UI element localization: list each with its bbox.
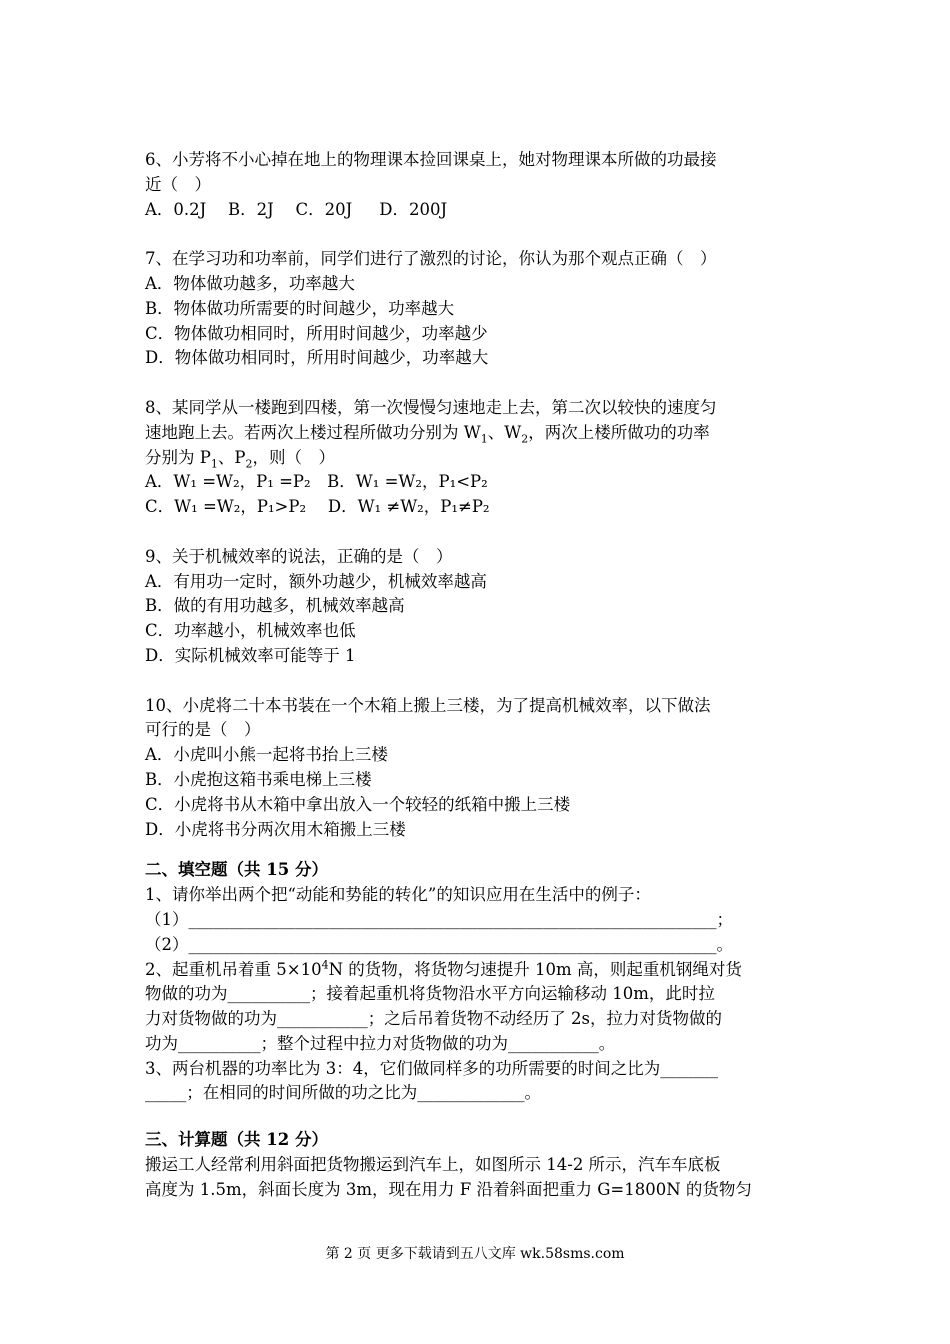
q7-option-c: C．物体做功相同时，所用时间越少，功率越少	[145, 323, 488, 343]
q7-option-b: B．物体做功所需要的时间越少，功率越大	[145, 298, 455, 318]
q9-option-a: A．有用功一定时，额外功越少，机械效率越高	[145, 571, 487, 591]
q6-stem-line1: 6、小芳将不小心掉在地上的物理课本捡回课桌上，她对物理课本所做的功最接	[145, 150, 717, 169]
q9-stem: 9、关于机械效率的说法，正确的是（ ）	[145, 546, 453, 566]
fill1-blank-2: （2）________________________________________________________________。	[145, 934, 733, 954]
q9-option-c: C．功率越小，机械效率也低	[145, 621, 356, 641]
fill3-line2: _____；在相同的时间所做的功之比为_____________。	[145, 1083, 541, 1103]
fill2-line3: 力对货物做的功为___________；之后吊着货物不动经历了 2s，拉力对货物做的	[145, 1009, 722, 1029]
calc-line2: 高度为 1.5m，斜面长度为 3m，现在用力 F 沿着斜面把重力 G=1800N 的货物匀	[145, 1179, 752, 1199]
q9-option-d: D．实际机械效率可能等于 1	[145, 645, 356, 665]
q7-option-d: D．物体做功相同时，所用时间越少，功率越大	[145, 348, 489, 368]
document-body	[145, 148, 810, 1203]
fill1-blank-1: （1）________________________________________________________________；	[145, 909, 733, 929]
fill2-line2: 物做的功为__________；接着起重机将货物沿水平方向运输移动 10m，此时拉	[145, 984, 715, 1004]
q10-option-c: C．小虎将书从木箱中拿出放入一个较轻的纸箱中搬上三楼	[145, 794, 571, 814]
fill1-stem: 1、请你举出两个把“动能和势能的转化”的知识应用在生活中的例子：	[145, 885, 651, 905]
q7-option-a: A．物体做功越多，功率越大	[145, 273, 355, 293]
q10-option-a: A．小虎叫小熊一起将书抬上三楼	[145, 745, 388, 765]
q6-options: A．0.2J B．2J C．20J D．200J	[145, 199, 448, 219]
q8-options-cd: C．W₁ =W₂，P₁>P₂ D．W₁ ≠W₂，P₁≠P₂	[145, 497, 490, 517]
q8-stem-line2: 速地跑上去。若两次上楼过程所做功分别为 $W_1$、$W_2$，两次上楼所做功的功率	[145, 422, 710, 446]
q8-options-ab: A．W₁ =W₂，P₁ =P₂ B．W₁ =W₂，P₁<P₂	[145, 472, 488, 492]
page-footer: 第 2 页 更多下载请到五八文库 wk.58sms.com	[325, 1246, 625, 1262]
q10-stem-line1: 10、小虎将二十本书装在一个木箱上搬上三楼，为了提高机械效率，以下做法	[145, 695, 711, 715]
q7-stem: 7、在学习功和功率前，同学们进行了激烈的讨论，你认为那个观点正确（ ）	[145, 249, 717, 269]
calc-line1: 搬运工人经常利用斜面把货物搬运到汽车上，如图所示 14-2 所示，汽车车底板	[145, 1155, 721, 1175]
q8-stem-line1: 8、某同学从一楼跑到四楼，第一次慢慢匀速地走上去，第二次以较快的速度匀	[145, 397, 717, 417]
q6-stem-line2: 近（ ）	[145, 174, 211, 194]
section3-heading: 三、计算题（共 12 分）	[145, 1130, 328, 1150]
q9-option-b: B．做的有用功越多，机械效率越高	[145, 596, 405, 616]
fill3-line1: 3、两台机器的功率比为 3：4，它们做同样多的功所需要的时间之比为_______	[145, 1058, 718, 1078]
fill2-line4: 功为__________；整个过程中拉力对货物做的功为___________。	[145, 1033, 616, 1053]
q10-option-b: B．小虎抱这箱书乘电梯上三楼	[145, 769, 372, 789]
fill2-line1: 2、起重机吊着重 $5\times 10^4N$ 的货物，将货物匀速提升 10m 高，则起重机钢绳对货	[145, 958, 742, 979]
q10-stem-line2: 可行的是（ ）	[145, 720, 261, 740]
q8-stem-line3: 分别为 $P_1$、$P_2$，则（ ）	[145, 447, 335, 470]
section2-heading: 二、填空题（共 15 分）	[145, 860, 328, 880]
q10-option-d: D．小虎将书分两次用木箱搬上三楼	[145, 819, 406, 839]
